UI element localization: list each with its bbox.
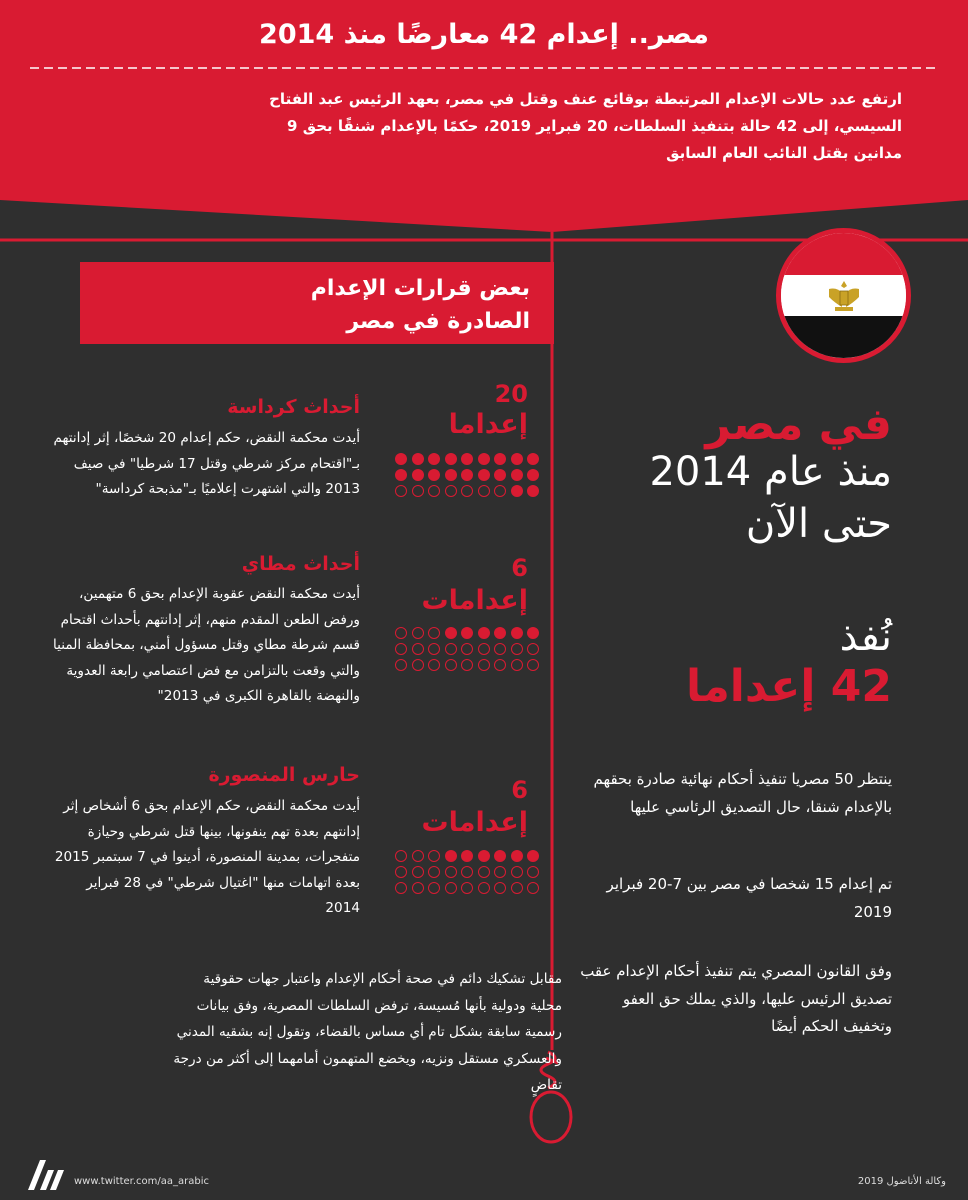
execution-dot <box>412 866 424 878</box>
execution-dot <box>412 453 424 465</box>
since-2014-line: منذ عام 2014 <box>649 449 892 495</box>
execution-dot <box>428 453 440 465</box>
execution-count: 6 <box>511 554 528 582</box>
case-body: أيدت محكمة النقض عقوبة الإعدام بحق 6 متهمين، ورفض الطعن المقدم منهم، إثر إدانتهم بأحداث اقتحام قسم شرطة مطاي وقتل مسؤول أمني، بمحافظة المنيا والتي وقعت بالتزامن مع فض اعتصامي رابعة العدوية والنهضة بالقاهرة الكبرى في 2013" <box>53 586 360 704</box>
execution-dot <box>395 627 407 639</box>
execution-dot <box>461 643 473 655</box>
execution-dot <box>428 643 440 655</box>
execution-dot <box>412 643 424 655</box>
eagle-emblem-icon <box>827 279 861 313</box>
execution-dot <box>428 866 440 878</box>
execution-dot <box>412 485 424 497</box>
execution-dot <box>445 453 457 465</box>
execution-dot <box>395 882 407 894</box>
execution-dot <box>395 866 407 878</box>
execution-dot <box>494 469 506 481</box>
execution-dot <box>527 643 539 655</box>
execution-dot <box>478 659 490 671</box>
executed-verb: نُفذ <box>839 614 892 660</box>
flag-black-stripe <box>781 316 906 358</box>
info-awaiting: ينتظر 50 مصريا تنفيذ أحكام نهائية صادرة بحقهم بالإعدام شنقا، حال التصديق الرئاسي عليها <box>593 770 892 816</box>
case-title: حارس المنصورة <box>208 764 360 786</box>
bottom-paragraph: مقابل تشكيك دائم في صحة أحكام الإعدام واعتبار جهات حقوقية محلية ودولية بأنها مُسيسة، ترفض السلطات المصرية، وفق بيانات رسمية سابقة بشكل تام أي مساس بالقضاء، وتقول إنه بشقيه المدني والعسكري مستقل ونزيه، ويخضع المتهمون أمامهما إلى أكثر من درجة تقاضٍ <box>173 971 562 1093</box>
execution-dot <box>494 850 506 862</box>
execution-dot <box>412 469 424 481</box>
execution-dot <box>428 469 440 481</box>
execution-dot <box>461 469 473 481</box>
execution-dots <box>395 453 540 497</box>
execution-dot <box>461 850 473 862</box>
executed-total: 42 إعداما <box>686 661 892 712</box>
execution-dot <box>494 453 506 465</box>
execution-dot <box>428 882 440 894</box>
until-now-line: حتى الآن <box>745 501 892 547</box>
execution-dot <box>478 453 490 465</box>
execution-dots <box>395 850 540 894</box>
execution-dot <box>445 659 457 671</box>
execution-dot <box>494 643 506 655</box>
execution-dot <box>511 659 523 671</box>
execution-dot <box>445 469 457 481</box>
execution-dot <box>527 627 539 639</box>
execution-dot <box>527 866 539 878</box>
execution-dot <box>511 643 523 655</box>
execution-dot <box>412 659 424 671</box>
execution-dot <box>395 850 407 862</box>
execution-dot <box>412 850 424 862</box>
case-body: أيدت محكمة النقض، حكم الإعدام بحق 6 أشخاص إثر إدانتهم بعدة تهم ينفونها، بينها قتل شرطي وحيازة متفجرات، بمدينة المنصورة، أدينوا في 7 سبتمبر 2015 بعدة اتهامات منها "اغتيال شرطي" في 28 فبراير 2014 <box>54 798 360 916</box>
execution-dot <box>461 485 473 497</box>
copyright: وكالة الأناضول 2019 <box>857 1176 946 1187</box>
execution-dot <box>445 485 457 497</box>
execution-dot <box>527 659 539 671</box>
execution-dot <box>445 643 457 655</box>
execution-dot <box>494 882 506 894</box>
execution-dots <box>395 627 540 671</box>
execution-count-label: إعدامات <box>421 585 528 616</box>
execution-dot <box>428 659 440 671</box>
case-title: أحداث مطاي <box>241 553 360 575</box>
egypt-flag-icon <box>776 228 911 363</box>
execution-dot <box>478 850 490 862</box>
section-title-line2: الصادرة في مصر <box>346 309 530 334</box>
execution-dot <box>511 866 523 878</box>
info-february: تم إعدام 15 شخصا في مصر بين 7-20 فبراير 2019 <box>606 875 892 921</box>
execution-count-label: إعداما <box>448 409 528 440</box>
execution-dot <box>494 485 506 497</box>
section-banner <box>80 262 554 344</box>
execution-dot <box>511 627 523 639</box>
execution-dot <box>445 627 457 639</box>
execution-count: 6 <box>511 776 528 804</box>
execution-dot <box>478 882 490 894</box>
execution-dot <box>445 866 457 878</box>
section-title-line1: بعض قرارات الإعدام <box>310 276 530 301</box>
execution-dot <box>428 485 440 497</box>
execution-dot <box>461 627 473 639</box>
execution-dot <box>461 659 473 671</box>
execution-dot <box>395 453 407 465</box>
intro-paragraph: ارتفع عدد حالات الإعدام المرتبطة بوقائع عنف وقتل في مصر، بعهد الرئيس عبد الفتاح السيسي، إلى 42 حالة بتنفيذ السلطات، 20 فبراير 2019، حكمًا بالإعدام شنقًا بحق 9 مدانين بقتل النائب العام السابق <box>269 90 902 162</box>
execution-count-label: إعدامات <box>421 807 528 838</box>
execution-dot <box>478 485 490 497</box>
execution-dot <box>494 627 506 639</box>
execution-dot <box>445 882 457 894</box>
execution-dot <box>461 453 473 465</box>
execution-dot <box>412 627 424 639</box>
execution-dot <box>527 882 539 894</box>
execution-dot <box>478 469 490 481</box>
execution-dot <box>395 659 407 671</box>
execution-dot <box>428 850 440 862</box>
execution-dot <box>511 453 523 465</box>
execution-dot <box>494 866 506 878</box>
execution-dot <box>478 627 490 639</box>
execution-dot <box>461 866 473 878</box>
info-law: وفق القانون المصري يتم تنفيذ أحكام الإعدام عقب تصديق الرئيس عليها، والذي يملك حق العفو وتخفيف الحكم أيضًا <box>580 962 892 1035</box>
execution-dot <box>511 850 523 862</box>
execution-dot <box>478 866 490 878</box>
execution-dot <box>494 659 506 671</box>
flag-red-stripe <box>781 233 906 275</box>
execution-dot <box>527 453 539 465</box>
twitter-handle: www.twitter.com/aa_arabic <box>74 1176 210 1187</box>
execution-dot <box>428 627 440 639</box>
case-body: أيدت محكمة النقض، حكم إعدام 20 شخصًا، إثر إدانتهم بـ"اقتحام مركز شرطي وقتل 17 شرطيا" في صيف 2013 والتي اشتهرت إعلاميًا بـ"مذبحة كرداسة" <box>53 430 360 497</box>
execution-dot <box>395 485 407 497</box>
page-title: مصر.. إعدام 42 معارضًا منذ 2014 <box>259 19 709 50</box>
execution-dot <box>445 850 457 862</box>
execution-dot <box>527 485 539 497</box>
execution-dot <box>461 882 473 894</box>
execution-dot <box>511 485 523 497</box>
execution-count: 20 <box>494 380 528 408</box>
in-egypt-heading: في مصر <box>705 399 892 450</box>
execution-dot <box>478 643 490 655</box>
execution-dot <box>395 643 407 655</box>
execution-dot <box>511 469 523 481</box>
execution-dot <box>511 882 523 894</box>
case-title: أحداث كرداسة <box>227 396 360 418</box>
execution-dot <box>395 469 407 481</box>
execution-dot <box>527 850 539 862</box>
execution-dot <box>412 882 424 894</box>
anadolu-logo-icon <box>26 1156 66 1192</box>
execution-dot <box>527 469 539 481</box>
